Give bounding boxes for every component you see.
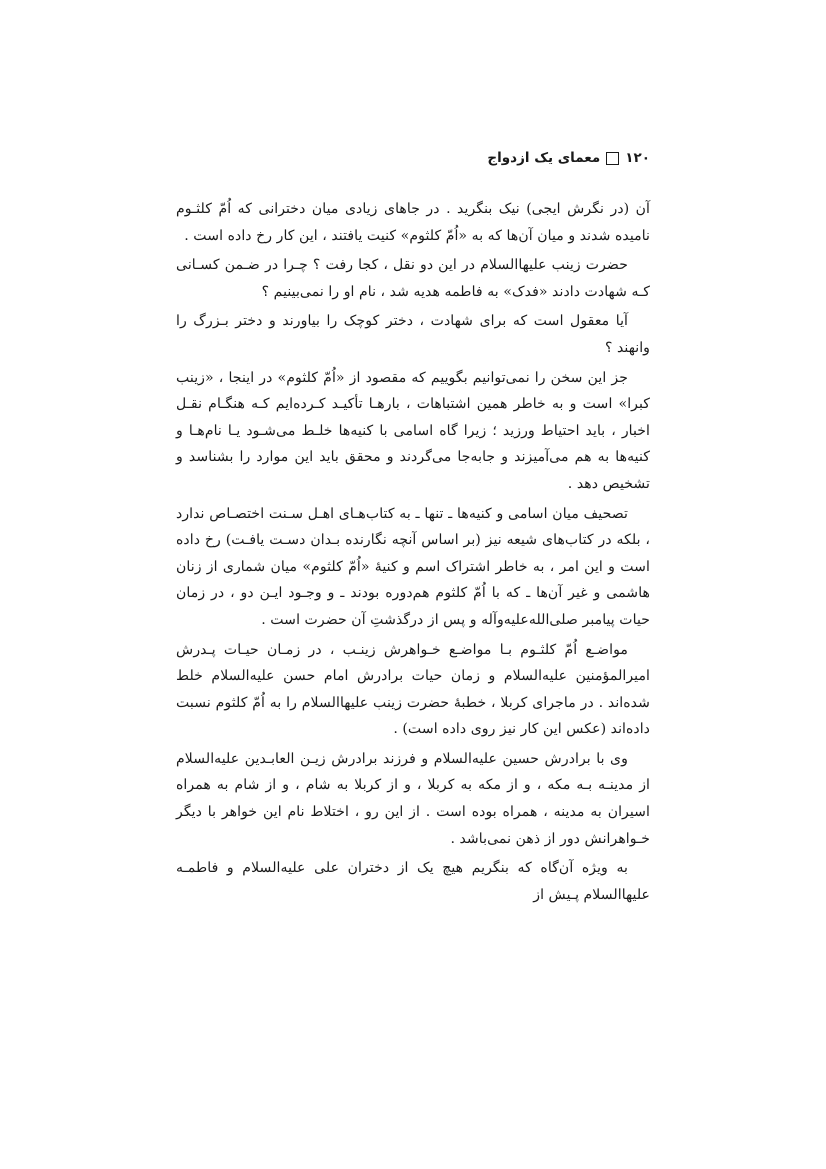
- page-number: ۱۲۰: [625, 150, 650, 166]
- paragraph-7: وی با برادرش حسین عليه‌السلام و فرزند برادرش زیـن العابـدین عليه‌السلام از مدینـه بـه مکه ، و از مکه به کربلا ، و از کربلا به شام ، و از شام به همراه اسیران به مدینه ، همراه بوده است . از این رو ، اختلاط نام این خواهر با دیگر خـواهرانش دور از ذهن نمی‌باشد .: [176, 750, 650, 847]
- book-title: معمای یک ازدواج: [487, 150, 601, 166]
- paragraph-4: جز این سخن را نمی‌توانیم بگوییم که مقصود از «اُمّ کلثوم» در اینجا ، «زینب کبرا» است و به خاطر همین اشتباهات ، بارهـا تأکیـد کـرده‌ایم کـه هنگـام نقـل اخبار ، باید احتیاط ورزید ؛ زیرا گاه اسامی با کنیه‌ها خلـط می‌شـود یـا نام‌هـا و کنیه‌ها به هم می‌آمیزند و جابه‌جا می‌گردند و محقق باید این موارد را بشناسد و تشخیص دهد .: [176, 369, 650, 492]
- header-square-icon: [606, 152, 619, 165]
- paragraph-6: مواضـع اُمّ کلثـوم بـا مواضـع خـواهرش زینـب ، در زمـان حیـات پـدرش امیرالمؤمنین عليه‌السلام و زمان حیات برادرش امام حسن عليه‌السلام خلط شده‌اند . در ماجرای کربلا ، خطبهٔ حضرت زینب عليها‌السلام را به اُمّ کلثوم نسبت داده‌اند (عکس این کار نیز روی داده است) .: [176, 641, 650, 738]
- page-header: [487, 150, 650, 166]
- paragraph-8: به ویژه آن‌گاه که بنگریم هیچ یک از دختران علی عليه‌السلام و فاطمـه عليها‌السلام پـیش از: [176, 860, 650, 903]
- paragraph-5: تصحیف میان اسامی و کنیه‌ها ـ تنها ـ به کتاب‌هـای اهـل سـنت اختصـاص ندارد ، بلکه در کتاب‌های شیعه نیز (بر اساس آنچه نگارنده بـدان دسـت یافـت) رخ داده است و این امر ، به خاطر اشتراک اسم و کنیهٔ «اُمّ کلثوم» میان شماری از زنان هاشمی و غیر آن‌ها ـ که با اُمّ کلثوم هم‌دوره بودند ـ و وجـود ایـن دو ، در زمان حیات پیامبر صلى‌الله‌عليه‌وآله و پس از درگذشتِ آن حضرت است .: [176, 505, 650, 628]
- paragraph-1: آن (در نگرش ایجی) نیک بنگرید . در جاهای زیادی میان دخترانی که اُمّ کلثـوم نامیده شدند و میان آن‌ها که به «اُمّ کلثوم» کنیت یافتند ، این کار رخ داده است .: [176, 201, 650, 244]
- paragraph-2: حضرت زینب عليها‌السلام در این دو نقل ، کجا رفت ؟ چـرا در ضـمن کسـانی کـه شهادت دادند «فدک» به فاطمه هدیه شد ، نام او را نمی‌بینیم ؟: [176, 257, 650, 300]
- paragraph-3: آیا معقول است که برای شهادت ، دختر کوچک را بیاورند و دختر بـزرگ را وانهند ؟: [176, 313, 650, 356]
- text-body: [176, 196, 650, 908]
